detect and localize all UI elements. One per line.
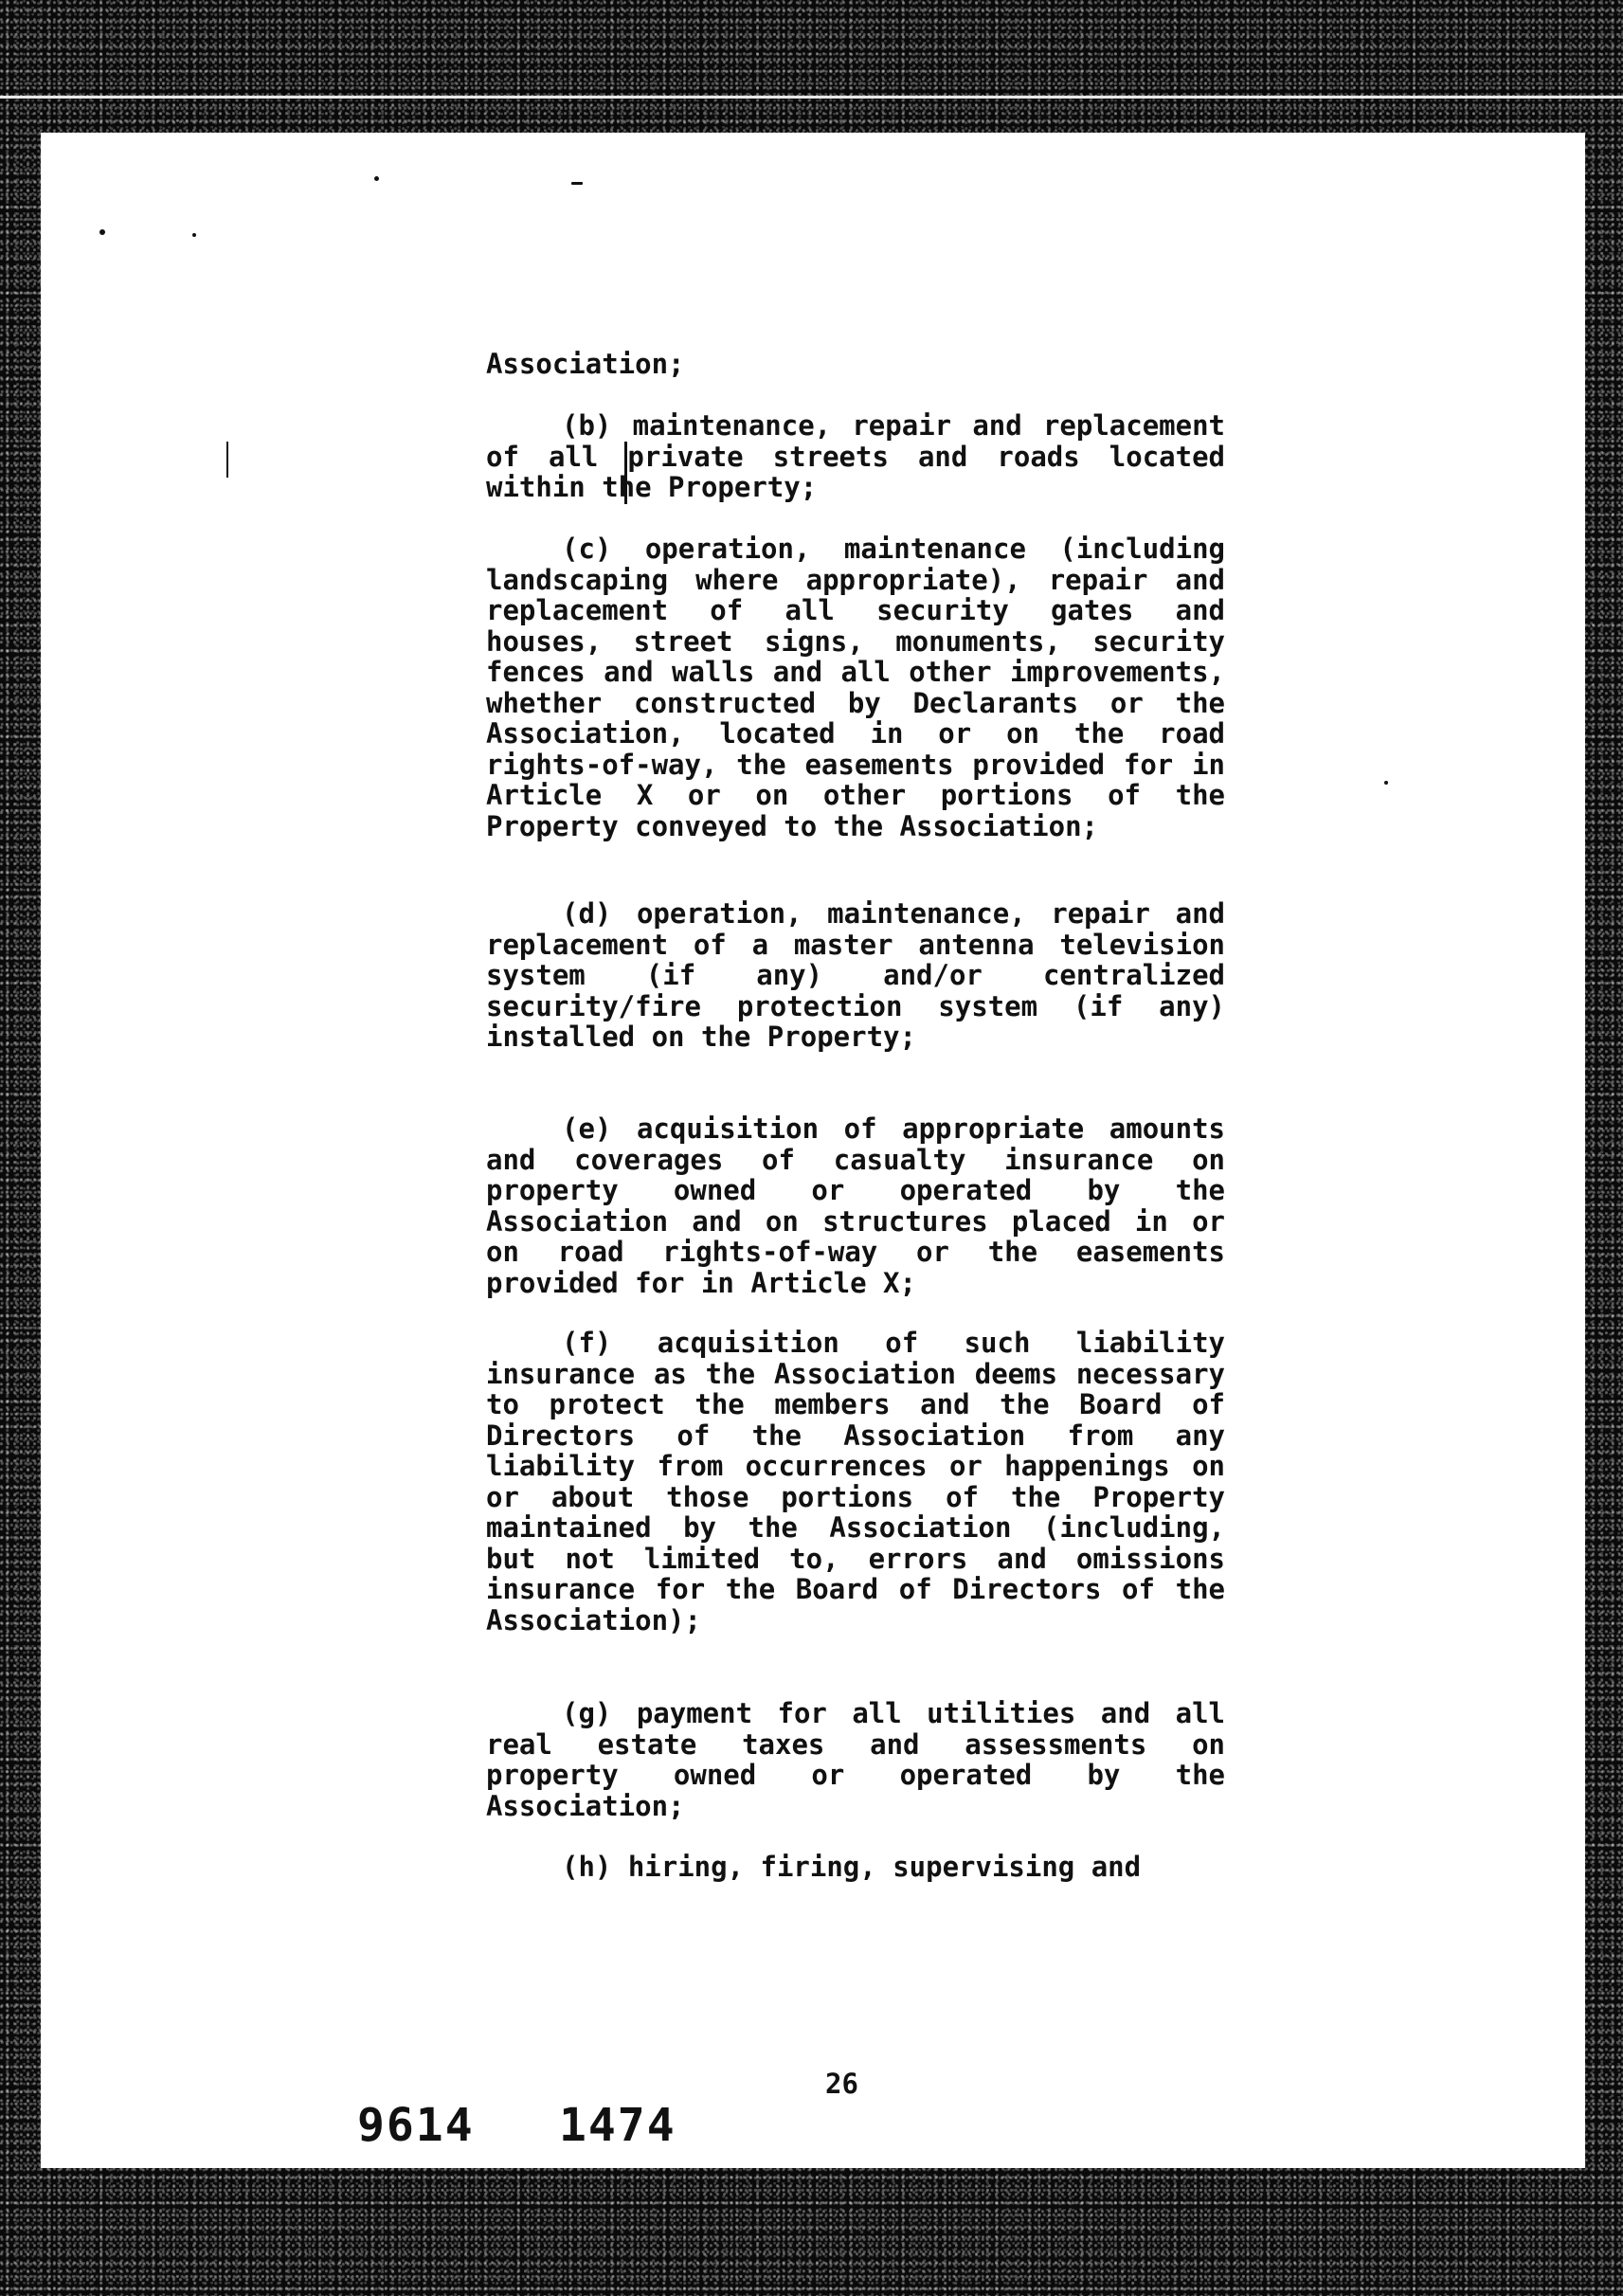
paragraph-e: (e) acquisition of appropriate amounts and coverages of casualty insurance on property owned or operated by the Association and on structures placed in or on road rights-of-way or the easements provided for in Article X;	[486, 1112, 1225, 1299]
paragraph-c: (c) operation, maintenance (including landscaping where appropriate), repair and replacement of all security gates and houses, street signs, monuments, security fences and walls and all other improvements, whether constructed by Declarants or the Association, located in or on the road rights-of-way, the easements provided for in Article X or on other portions of the Property conveyed to the Association;	[486, 533, 1225, 842]
document-page	[41, 133, 1585, 2168]
paragraph-h: (h) hiring, firing, supervising and	[562, 1851, 1142, 1883]
margin-mark	[226, 442, 228, 478]
paragraph-intro: Association;	[486, 348, 685, 380]
book-page-number: 1474	[559, 2099, 676, 2152]
paragraph-b: (b) maintenance, repair and replacement of all private streets and roads located within the Property;	[486, 409, 1225, 503]
paragraph-f: (f) acquisition of such liability insurance as the Association deems necessary to protect the members and the Board of Directors of the Association from any liability from occurrences or happenings on or about those portions of the Property maintained by the Association (including, but not limited to, errors and omissions insurance for the Board of Directors of the Association);	[486, 1327, 1225, 1636]
scan-speck	[99, 229, 105, 235]
paragraph-g: (g) payment for all utilities and all real estate taxes and assessments on property owned or operated by the Association;	[486, 1697, 1225, 1822]
scan-speck	[374, 176, 379, 181]
scan-speck	[192, 233, 196, 237]
book-number: 9614	[357, 2099, 475, 2152]
scan-speck	[571, 182, 583, 185]
paragraph-d: (d) operation, maintenance, repair and replacement of a master antenna television system (if any) and/or centralized security/fire protection system (if any) installed on the Property;	[486, 897, 1225, 1053]
page-number: 26	[825, 2068, 858, 2100]
scan-speck	[1384, 781, 1388, 785]
scan-border-line	[0, 96, 1623, 99]
